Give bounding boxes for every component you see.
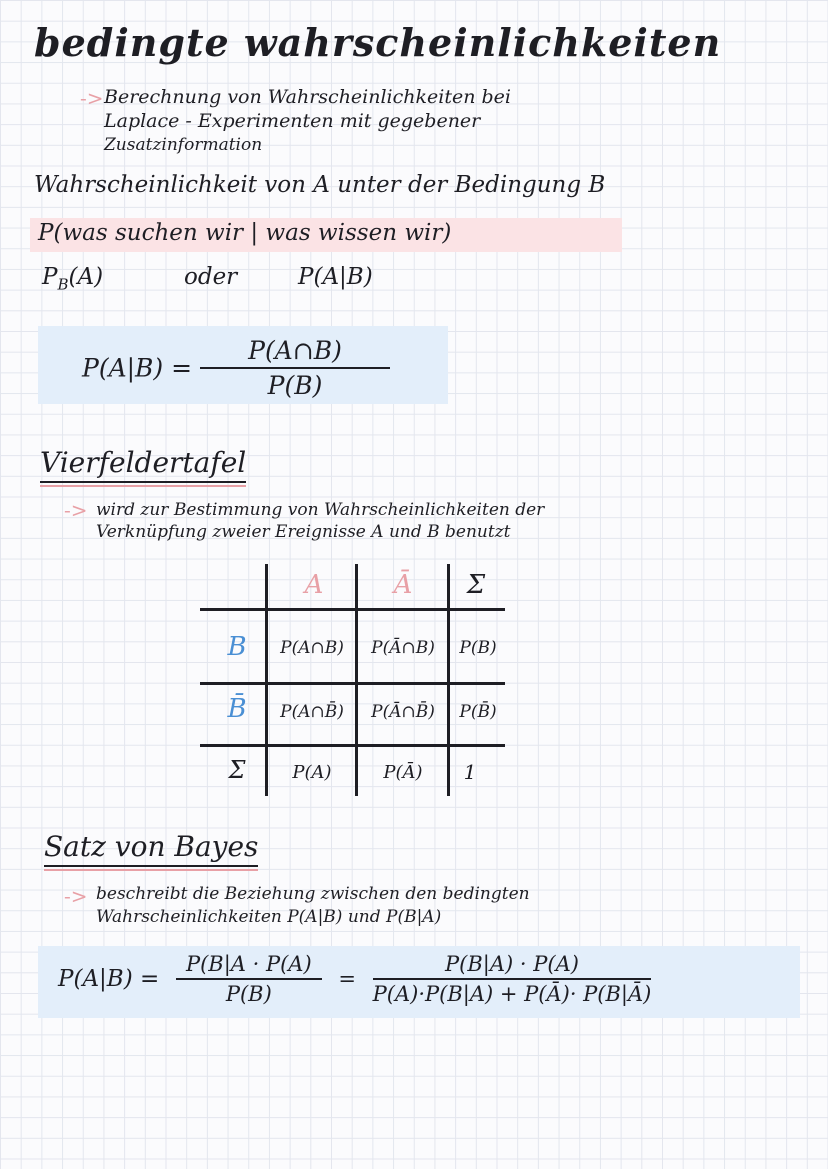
heading-underline (44, 869, 258, 871)
conditional-heading: Wahrscheinlichkeit von A unter der Bedingung B (34, 172, 606, 198)
oder-text: oder (184, 264, 238, 290)
four-field-table (195, 560, 515, 800)
table-hline (200, 744, 505, 747)
arrow-icon: -> (64, 498, 88, 522)
notation-text: P(was suchen wir | was wissen wir) (38, 220, 452, 246)
notation-alt-a (42, 264, 103, 294)
table-cell: P(Ā) (383, 762, 423, 783)
bayes-heading-text: Satz von Bayes (44, 830, 259, 863)
formula-fraction (200, 336, 390, 400)
arrow-icon: -> (64, 884, 88, 908)
bayes-eq: = (338, 967, 356, 991)
vierfelder-heading-text: Vierfeldertafel (40, 446, 247, 479)
alt-a-p: P (42, 264, 58, 290)
bayes-fraction-2 (373, 952, 652, 1006)
heading-underline (40, 485, 246, 487)
page-title: bedingte wahrscheinlichkeiten (34, 20, 722, 65)
bayes-line-2: Wahrscheinlichkeiten P(A|B) und P(B|A) (96, 907, 442, 927)
table-vline (355, 564, 358, 796)
table-vline (265, 564, 268, 796)
table-cell: P(A∩B) (280, 638, 344, 658)
notation-alt-b: P(A|B) (298, 264, 373, 290)
bayes-lhs: P(A|B) = (58, 966, 160, 992)
col-header-sum: Σ (466, 570, 486, 600)
bayes-line-1: beschreibt die Beziehung zwischen den bedingten (96, 884, 530, 904)
formula-lhs: P(A|B) = (82, 353, 193, 383)
bayes-heading (44, 830, 258, 867)
intro-line-1: Berechnung von Wahrscheinlichkeiten bei (104, 86, 511, 108)
bayes-frac1-num: P(B|A · P(A) (185, 952, 312, 976)
alt-a-sub: B (57, 275, 69, 294)
col-header-a-bar: Ā (393, 570, 413, 600)
table-hline (200, 682, 505, 685)
formula-numerator: P(A∩B) (248, 336, 342, 365)
intro-line-3: Zusatzinformation (104, 135, 263, 155)
intro-line-2: Laplace - Experimenten mit gegebener (104, 110, 481, 132)
row-label-sum: Σ (228, 756, 246, 784)
bayes-formula (58, 952, 651, 1006)
table-cell: P(B) (459, 638, 497, 658)
bayes-frac1-den: P(B) (225, 982, 272, 1006)
table-cell: P(A∩B̄) (280, 702, 344, 722)
formula-denominator: P(B) (267, 371, 323, 400)
vierfelder-line-1: wird zur Bestimmung von Wahrscheinlichkeiten der (96, 500, 545, 520)
table-cell: P(B̄) (459, 702, 497, 722)
vierfelder-line-2: Verknüpfung zweier Ereignisse A und B benutzt (96, 522, 511, 542)
table-cell: 1 (463, 760, 477, 784)
row-label-b-bar: B̄ (227, 694, 247, 724)
bayes-frac2-num: P(B|A) · P(A) (445, 952, 579, 976)
vierfelder-heading (40, 446, 246, 483)
conditional-formula (82, 336, 390, 400)
table-hline (200, 608, 505, 611)
col-header-a: A (304, 570, 324, 600)
table-cell: P(Ā∩B̄) (371, 702, 435, 722)
row-label-b: B (227, 632, 247, 662)
bayes-frac2-den: P(A)·P(B|A) + P(Ā)· P(B|Ā) (372, 982, 652, 1006)
arrow-icon: -> (80, 86, 104, 110)
alt-a-arg: (A) (68, 264, 104, 290)
table-cell: P(A) (292, 762, 332, 783)
bayes-fraction-1 (176, 952, 322, 1006)
table-cell: P(Ā∩B) (371, 638, 435, 658)
